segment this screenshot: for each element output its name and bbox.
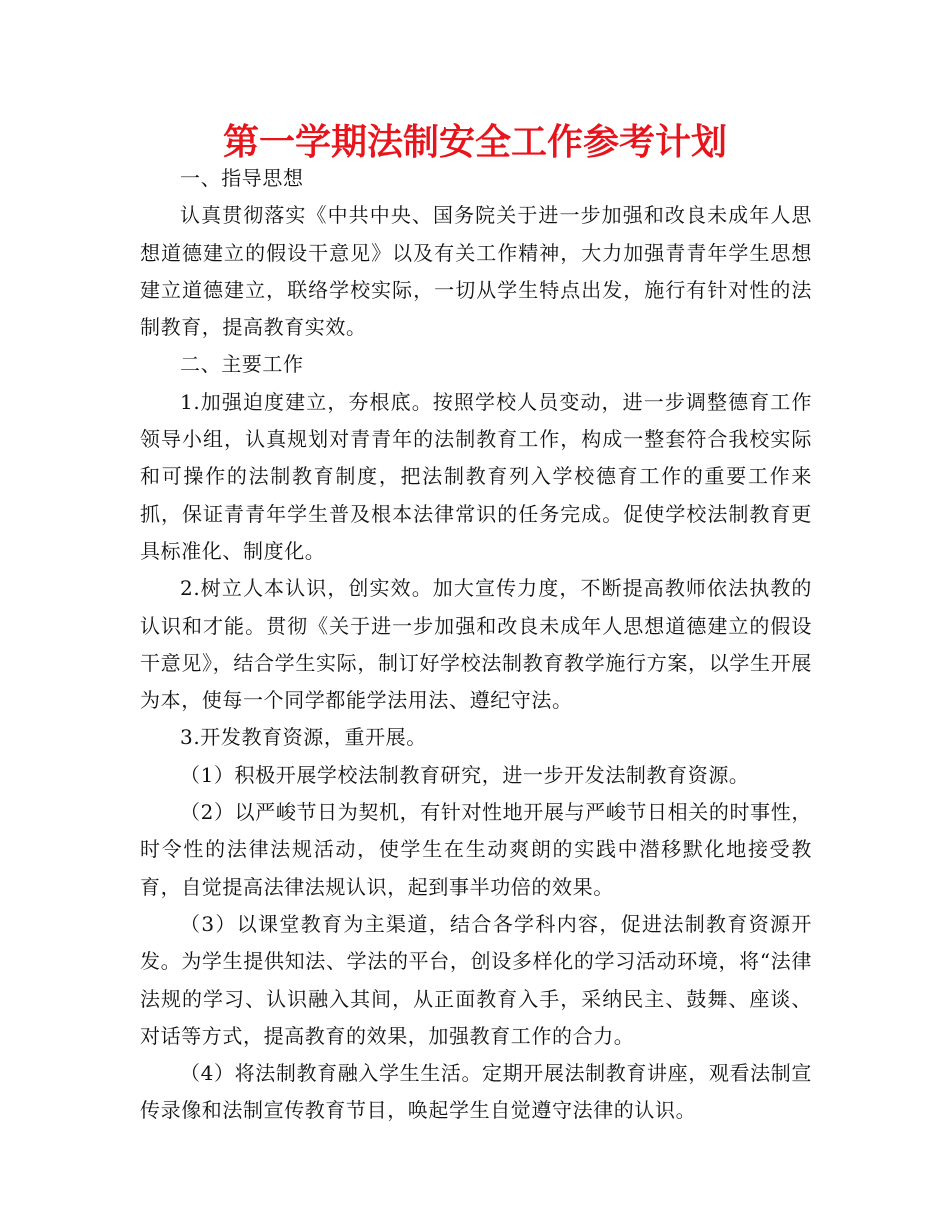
- paragraph-item-3: 3.开发教育资源，重开展。: [180, 725, 427, 750]
- paragraph-item-2: 2.树立人本认识，创实效。加大宣传力度，不断提高教师依法执教的认识和才能。贯彻《关于进一步加强和改良未成年人思想道德建立的假设干意见》，结合学生实际，制订好学校法制教育教学施行方案，以学生开展为本，使每一个同学都能学法用法、遵纪守法。: [140, 576, 812, 713]
- paragraph-subitem-4: （4）将法制教育融入学生生活。定期开展法制教育讲座，观看法制宣传录像和法制宣传教育节目，唤起学生自觉遵守法律的认识。: [140, 1061, 812, 1123]
- paragraph-guiding-ideology: 认真贯彻落实《中共中央、国务院关于进一步加强和改良未成年人思想道德建立的假设干意见》以及有关工作精神，大力加强青青年学生思想建立道德建立，联络学校实际，一切从学生特点出发，施行有针对性的法制教育，提高教育实效。: [140, 203, 812, 340]
- document-title: 第一学期法制安全工作参考计划: [222, 122, 727, 163]
- section-heading-main-work: 二、主要工作: [180, 352, 304, 377]
- paragraph-item-1: 1.加强迫度建立，夯根底。按照学校人员变动，进一步调整德育工作领导小组，认真规划对青青年的法制教育工作，构成一整套符合我校实际和可操作的法制教育制度，把法制教育列入学校德育工作的重要工作来抓，保证青青年学生普及根本法律常识的任务完成。促使学校法制教育更具标准化、制度化。: [140, 389, 812, 563]
- paragraph-subitem-3: （3）以课堂教育为主渠道，结合各学科内容，促进法制教育资源开发。为学生提供知法、学法的平台，创设多样化的学习活动环境，将“法律法规的学习、认识融入其间，从正面教育入手，采纳民主、鼓舞、座谈、对话等方式，提高教育的效果，加强教育工作的合力。: [140, 911, 812, 1048]
- document-body: [140, 160, 812, 1130]
- paragraph-subitem-1: （1）积极开展学校法制教育研究，进一步开发法制教育资源。: [180, 762, 750, 787]
- section-heading-guiding-ideology: 一、指导思想: [180, 166, 304, 190]
- paragraph-subitem-2: （2）以严峻节日为契机，有针对性地开展与严峻节日相关的时事性，时令性的法律法规活动，使学生在生动爽朗的实践中潜移默化地接受教育，自觉提高法律法规认识，起到事半功倍的效果。: [140, 800, 812, 899]
